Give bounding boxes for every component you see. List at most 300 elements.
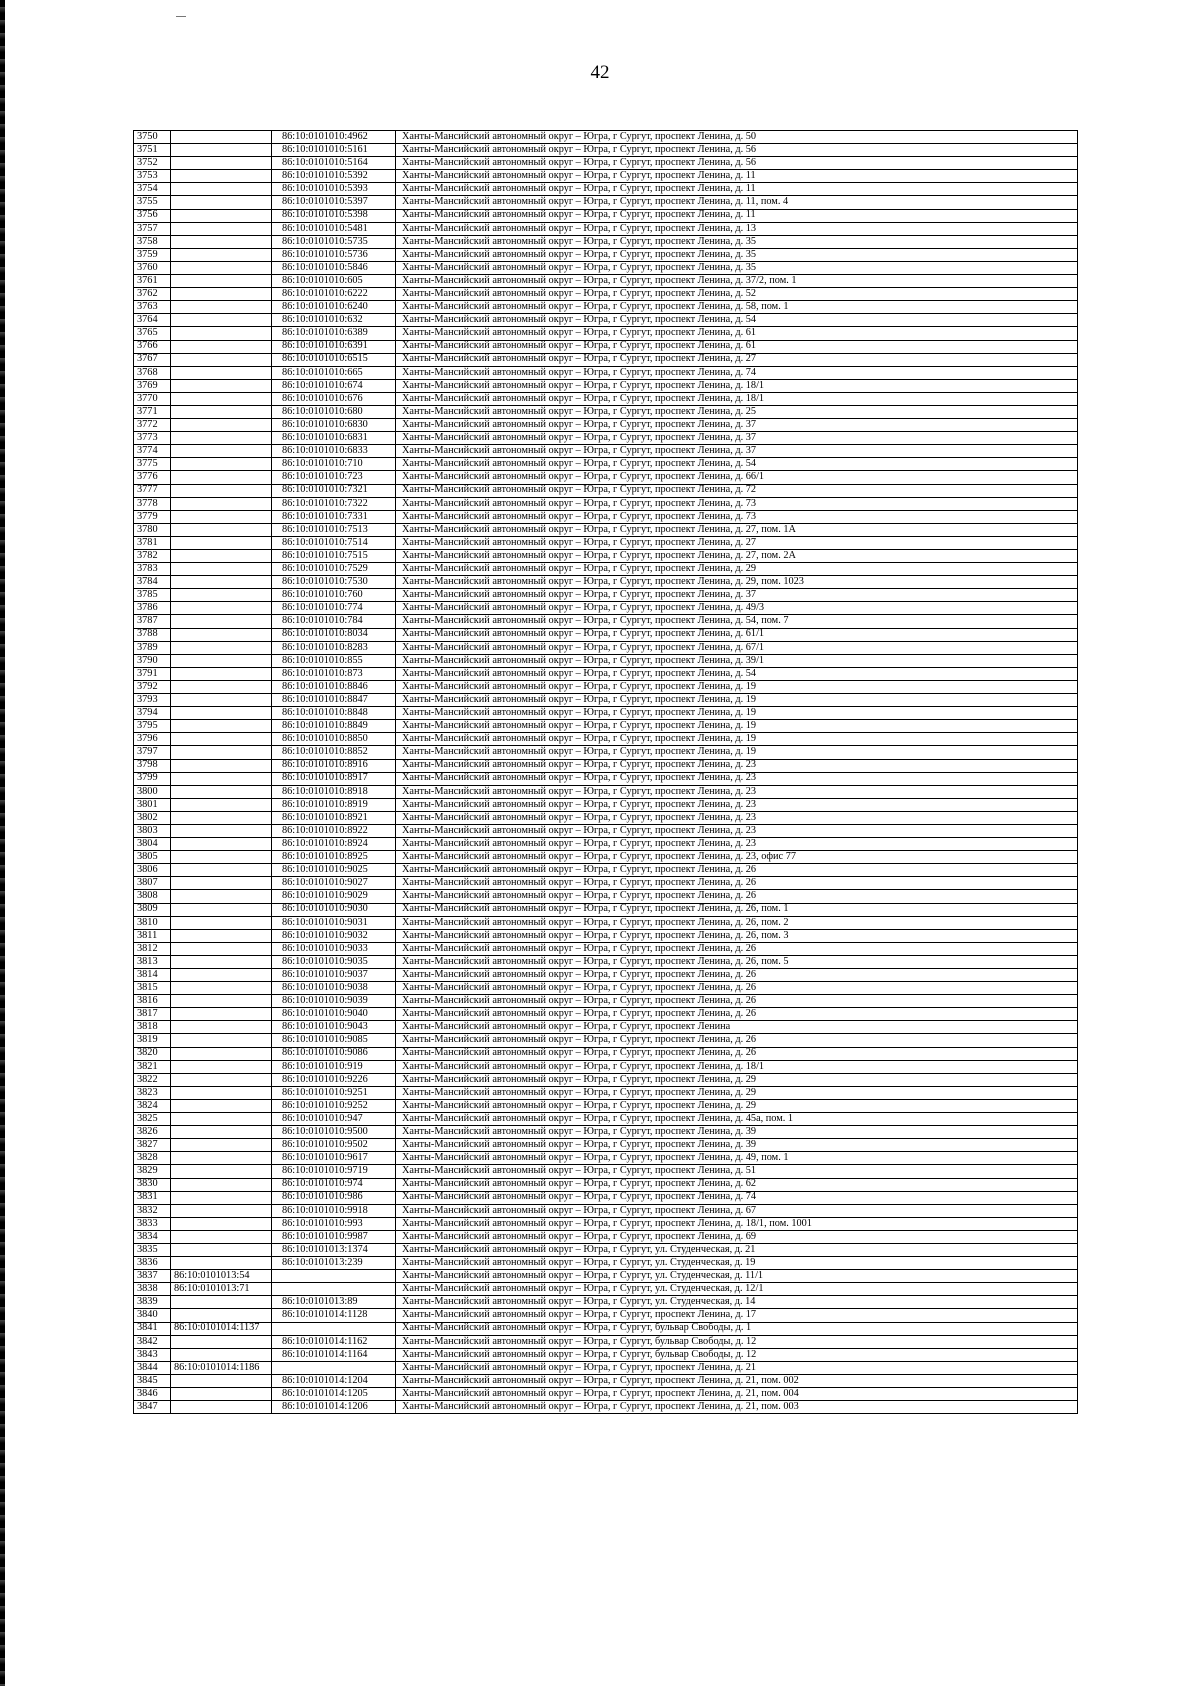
cadastral-number-cell: 86:10:0101014:1205 [272,1388,396,1401]
address-cell: Ханты-Мансийский автономный округ – Югра, г Сургут, проспект Ленина, д. 37 [396,445,1078,458]
cadastral-number-cell: 86:10:0101010:9617 [272,1152,396,1165]
cadastral-number-cell: 86:10:0101010:7529 [272,563,396,576]
previous-cadastral-number-cell [171,1230,272,1243]
previous-cadastral-number-cell [171,1257,272,1270]
table-row [134,1243,1078,1256]
table-row [134,641,1078,654]
previous-cadastral-number-cell [171,379,272,392]
row-number-cell: 3822 [134,1073,171,1086]
previous-cadastral-number-cell [171,366,272,379]
row-number-cell: 3751 [134,144,171,157]
cadastral-number-cell: 86:10:0101010:9040 [272,1008,396,1021]
previous-cadastral-number-cell [171,916,272,929]
cadastral-number-cell: 86:10:0101010:8916 [272,759,396,772]
table-row [134,982,1078,995]
table-row [134,877,1078,890]
scan-mark [176,16,186,17]
table-row [134,196,1078,209]
previous-cadastral-number-cell [171,772,272,785]
cadastral-number-cell: 86:10:0101010:784 [272,615,396,628]
address-cell: Ханты-Мансийский автономный округ – Югра, г Сургут, проспект Ленина, д. 27, пом. 1А [396,523,1078,536]
cadastral-number-cell: 86:10:0101010:9029 [272,890,396,903]
previous-cadastral-number-cell [171,1060,272,1073]
address-cell: Ханты-Мансийский автономный округ – Югра, г Сургут, проспект Ленина, д. 35 [396,261,1078,274]
table-row [134,419,1078,432]
row-number-cell: 3785 [134,589,171,602]
address-cell: Ханты-Мансийский автономный округ – Югра, г Сургут, проспект Ленина, д. 51 [396,1165,1078,1178]
address-cell: Ханты-Мансийский автономный округ – Югра, г Сургут, проспект Ленина, д. 67/1 [396,641,1078,654]
table-row [134,1322,1078,1335]
previous-cadastral-number-cell [171,497,272,510]
address-cell: Ханты-Мансийский автономный округ – Югра, г Сургут, проспект Ленина, д. 37 [396,432,1078,445]
previous-cadastral-number-cell [171,536,272,549]
row-number-cell: 3775 [134,458,171,471]
previous-cadastral-number-cell [171,144,272,157]
cadastral-number-cell: 86:10:0101010:5393 [272,183,396,196]
row-number-cell: 3811 [134,929,171,942]
previous-cadastral-number-cell [171,340,272,353]
cadastral-number-cell: 86:10:0101014:1206 [272,1401,396,1414]
previous-cadastral-number-cell [171,484,272,497]
row-number-cell: 3828 [134,1152,171,1165]
cadastral-number-cell: 86:10:0101010:6833 [272,445,396,458]
previous-cadastral-number-cell [171,1348,272,1361]
address-cell: Ханты-Мансийский автономный округ – Югра, г Сургут, проспект Ленина, д. 21 [396,1361,1078,1374]
cadastral-number-cell: 86:10:0101010:974 [272,1178,396,1191]
address-cell: Ханты-Мансийский автономный округ – Югра, г Сургут, проспект Ленина, д. 23 [396,838,1078,851]
row-number-cell: 3812 [134,942,171,955]
address-cell: Ханты-Мансийский автономный округ – Югра, г Сургут, проспект Ленина, д. 26 [396,864,1078,877]
address-cell: Ханты-Мансийский автономный округ – Югра, г Сургут, проспект Ленина, д. 39 [396,1139,1078,1152]
table-row [134,995,1078,1008]
address-cell: Ханты-Мансийский автономный округ – Югра, г Сургут, проспект Ленина, д. 26 [396,890,1078,903]
cadastral-number-cell: 86:10:0101010:993 [272,1217,396,1230]
table-row [134,694,1078,707]
table-row [134,131,1078,144]
address-cell: Ханты-Мансийский автономный округ – Югра, г Сургут, проспект Ленина, д. 27 [396,536,1078,549]
row-number-cell: 3780 [134,523,171,536]
row-number-cell: 3820 [134,1047,171,1060]
table-row [134,405,1078,418]
row-number-cell: 3805 [134,851,171,864]
address-cell: Ханты-Мансийский автономный округ – Югра, г Сургут, проспект Ленина, д. 11, пом. 4 [396,196,1078,209]
table-row [134,301,1078,314]
cadastral-number-cell: 86:10:0101014:1204 [272,1374,396,1387]
cadastral-number-cell: 86:10:0101010:8847 [272,694,396,707]
table-row [134,733,1078,746]
table-row [134,680,1078,693]
row-number-cell: 3816 [134,995,171,1008]
table-row [134,392,1078,405]
row-number-cell: 3757 [134,222,171,235]
previous-cadastral-number-cell [171,523,272,536]
address-cell: Ханты-Мансийский автономный округ – Югра, г Сургут, проспект Ленина, д. 25 [396,405,1078,418]
cadastral-number-cell: 86:10:0101010:9226 [272,1073,396,1086]
table-row [134,824,1078,837]
address-cell: Ханты-Мансийский автономный округ – Югра, г Сургут, проспект Ленина, д. 39/1 [396,654,1078,667]
row-number-cell: 3809 [134,903,171,916]
previous-cadastral-number-cell [171,314,272,327]
row-number-cell: 3770 [134,392,171,405]
table-row [134,798,1078,811]
address-cell: Ханты-Мансийский автономный округ – Югра, г Сургут, проспект Ленина, д. 69 [396,1230,1078,1243]
table-row [134,1060,1078,1073]
cadastral-number-cell: 86:10:0101010:680 [272,405,396,418]
table-row [134,327,1078,340]
address-cell: Ханты-Мансийский автономный округ – Югра, г Сургут, проспект Ленина, д. 26, пом. 5 [396,955,1078,968]
table-row [134,1230,1078,1243]
table-row [134,1139,1078,1152]
table-row [134,929,1078,942]
cadastral-number-cell: 86:10:0101010:5161 [272,144,396,157]
table-row [134,838,1078,851]
address-cell: Ханты-Мансийский автономный округ – Югра, г Сургут, проспект Ленина, д. 37/2, пом. 1 [396,275,1078,288]
row-number-cell: 3832 [134,1204,171,1217]
previous-cadastral-number-cell: 86:10:0101013:54 [171,1270,272,1283]
address-cell: Ханты-Мансийский автономный округ – Югра, г Сургут, проспект Ленина, д. 13 [396,222,1078,235]
address-cell: Ханты-Мансийский автономный округ – Югра, г Сургут, проспект Ленина, д. 26, пом. 3 [396,929,1078,942]
previous-cadastral-number-cell [171,851,272,864]
cadastral-number-cell: 86:10:0101014:1128 [272,1309,396,1322]
cadastral-number-cell: 86:10:0101010:6222 [272,288,396,301]
previous-cadastral-number-cell [171,183,272,196]
address-cell: Ханты-Мансийский автономный округ – Югра, г Сургут, проспект Ленина, д. 18/1 [396,379,1078,392]
table-row [134,1270,1078,1283]
previous-cadastral-number-cell [171,877,272,890]
previous-cadastral-number-cell [171,1401,272,1414]
address-cell: Ханты-Мансийский автономный округ – Югра, г Сургут, проспект Ленина, д. 26 [396,982,1078,995]
row-number-cell: 3792 [134,680,171,693]
cadastral-number-cell [272,1283,396,1296]
table-row [134,1348,1078,1361]
previous-cadastral-number-cell [171,288,272,301]
table-row [134,628,1078,641]
cadastral-number-cell: 86:10:0101010:873 [272,667,396,680]
table-row [134,942,1078,955]
row-number-cell: 3833 [134,1217,171,1230]
previous-cadastral-number-cell [171,275,272,288]
table-row [134,1361,1078,1374]
address-cell: Ханты-Мансийский автономный округ – Югра, г Сургут, проспект Ленина, д. 27, пом. 2А [396,550,1078,563]
cadastral-number-cell [272,1361,396,1374]
address-cell: Ханты-Мансийский автономный округ – Югра, г Сургут, проспект Ленина, д. 21, пом. 003 [396,1401,1078,1414]
cadastral-number-cell: 86:10:0101010:8848 [272,707,396,720]
table-row [134,275,1078,288]
row-number-cell: 3793 [134,694,171,707]
table-row [134,1165,1078,1178]
table-row [134,785,1078,798]
cadastral-number-cell: 86:10:0101013:89 [272,1296,396,1309]
previous-cadastral-number-cell [171,720,272,733]
address-cell: Ханты-Мансийский автономный округ – Югра, г Сургут, проспект Ленина, д. 23 [396,824,1078,837]
table-row [134,144,1078,157]
cadastral-number-cell: 86:10:0101010:5846 [272,261,396,274]
previous-cadastral-number-cell [171,1047,272,1060]
address-cell: Ханты-Мансийский автономный округ – Югра, г Сургут, проспект Ленина, д. 19 [396,733,1078,746]
cadastral-number-cell: 86:10:0101010:7322 [272,497,396,510]
row-number-cell: 3790 [134,654,171,667]
cadastral-number-cell: 86:10:0101010:9086 [272,1047,396,1060]
row-number-cell: 3750 [134,131,171,144]
table-row [134,209,1078,222]
cadastral-number-cell: 86:10:0101010:9719 [272,1165,396,1178]
address-cell: Ханты-Мансийский автономный округ – Югра, г Сургут, ул. Студенческая, д. 11/1 [396,1270,1078,1283]
row-number-cell: 3754 [134,183,171,196]
previous-cadastral-number-cell [171,746,272,759]
previous-cadastral-number-cell [171,811,272,824]
previous-cadastral-number-cell [171,903,272,916]
row-number-cell: 3796 [134,733,171,746]
address-cell: Ханты-Мансийский автономный округ – Югра, г Сургут, проспект Ленина, д. 54 [396,458,1078,471]
address-cell: Ханты-Мансийский автономный округ – Югра, г Сургут, бульвар Свободы, д. 1 [396,1322,1078,1335]
previous-cadastral-number-cell [171,353,272,366]
address-cell: Ханты-Мансийский автономный округ – Югра, г Сургут, проспект Ленина, д. 23 [396,759,1078,772]
table-row [134,589,1078,602]
row-number-cell: 3840 [134,1309,171,1322]
row-number-cell: 3784 [134,576,171,589]
cadastral-number-cell: 86:10:0101010:774 [272,602,396,615]
table-row [134,248,1078,261]
address-cell: Ханты-Мансийский автономный округ – Югра, г Сургут, проспект Ленина, д. 18/1 [396,1060,1078,1073]
address-cell: Ханты-Мансийский автономный округ – Югра, г Сургут, проспект Ленина, д. 26 [396,1008,1078,1021]
cadastral-number-cell: 86:10:0101010:8849 [272,720,396,733]
previous-cadastral-number-cell [171,1191,272,1204]
table-row [134,864,1078,877]
table-row [134,1126,1078,1139]
row-number-cell: 3817 [134,1008,171,1021]
table-row [134,432,1078,445]
cadastral-number-cell: 86:10:0101010:8846 [272,680,396,693]
row-number-cell: 3800 [134,785,171,798]
row-number-cell: 3804 [134,838,171,851]
previous-cadastral-number-cell [171,759,272,772]
previous-cadastral-number-cell [171,405,272,418]
previous-cadastral-number-cell [171,694,272,707]
cadastral-number-cell: 86:10:0101010:8852 [272,746,396,759]
cadastral-number-cell: 86:10:0101010:6391 [272,340,396,353]
row-number-cell: 3762 [134,288,171,301]
table-row [134,1113,1078,1126]
cadastral-number-cell: 86:10:0101010:7515 [272,550,396,563]
address-cell: Ханты-Мансийский автономный округ – Югра, г Сургут, проспект Ленина, д. 27 [396,353,1078,366]
row-number-cell: 3772 [134,419,171,432]
row-number-cell: 3789 [134,641,171,654]
row-number-cell: 3783 [134,563,171,576]
row-number-cell: 3795 [134,720,171,733]
table-row [134,903,1078,916]
table-row [134,1257,1078,1270]
table-row [134,1021,1078,1034]
address-cell: Ханты-Мансийский автономный округ – Югра, г Сургут, проспект Ленина, д. 23, офис 77 [396,851,1078,864]
previous-cadastral-number-cell [171,1021,272,1034]
row-number-cell: 3802 [134,811,171,824]
table-row [134,746,1078,759]
address-cell: Ханты-Мансийский автономный округ – Югра, г Сургут, проспект Ленина, д. 62 [396,1178,1078,1191]
previous-cadastral-number-cell [171,654,272,667]
previous-cadastral-number-cell [171,157,272,170]
row-number-cell: 3753 [134,170,171,183]
previous-cadastral-number-cell [171,798,272,811]
address-cell: Ханты-Мансийский автономный округ – Югра, г Сургут, проспект Ленина, д. 61/1 [396,628,1078,641]
address-cell: Ханты-Мансийский автономный округ – Югра, г Сургут, проспект Ленина, д. 19 [396,746,1078,759]
address-cell: Ханты-Мансийский автономный округ – Югра, г Сургут, проспект Ленина, д. 18/1 [396,392,1078,405]
previous-cadastral-number-cell [171,392,272,405]
table-row [134,851,1078,864]
address-cell: Ханты-Мансийский автономный округ – Югра, г Сургут, проспект Ленина, д. 23 [396,811,1078,824]
table-row [134,667,1078,680]
previous-cadastral-number-cell [171,1139,272,1152]
row-number-cell: 3769 [134,379,171,392]
cadastral-number-cell: 86:10:0101010:5735 [272,235,396,248]
table-row [134,183,1078,196]
table-row [134,235,1078,248]
address-cell: Ханты-Мансийский автономный округ – Югра, г Сургут, проспект Ленина, д. 19 [396,720,1078,733]
cadastral-number-cell: 86:10:0101010:8850 [272,733,396,746]
previous-cadastral-number-cell [171,1309,272,1322]
cadastral-number-cell: 86:10:0101010:6389 [272,327,396,340]
table-row [134,811,1078,824]
row-number-cell: 3836 [134,1257,171,1270]
address-cell: Ханты-Мансийский автономный округ – Югра, г Сургут, проспект Ленина, д. 29 [396,1099,1078,1112]
cadastral-number-cell: 86:10:0101010:855 [272,654,396,667]
row-number-cell: 3788 [134,628,171,641]
cadastral-number-cell: 86:10:0101010:919 [272,1060,396,1073]
previous-cadastral-number-cell [171,969,272,982]
cadastral-number-cell: 86:10:0101010:760 [272,589,396,602]
table-row [134,1296,1078,1309]
previous-cadastral-number-cell [171,209,272,222]
address-cell: Ханты-Мансийский автономный округ – Югра, г Сургут, проспект Ленина, д. 73 [396,497,1078,510]
previous-cadastral-number-cell [171,1296,272,1309]
cadastral-number-cell: 86:10:0101010:9037 [272,969,396,982]
previous-cadastral-number-cell [171,589,272,602]
cadastral-number-cell: 86:10:0101010:9032 [272,929,396,942]
address-cell: Ханты-Мансийский автономный округ – Югра, г Сургут, проспект Ленина, д. 35 [396,235,1078,248]
cadastral-number-cell: 86:10:0101010:5397 [272,196,396,209]
row-number-cell: 3779 [134,510,171,523]
address-cell: Ханты-Мансийский автономный округ – Югра, г Сургут, проспект Ленина, д. 23 [396,785,1078,798]
address-cell: Ханты-Мансийский автономный округ – Югра, г Сургут, проспект Ленина, д. 52 [396,288,1078,301]
table-row [134,1034,1078,1047]
row-number-cell: 3759 [134,248,171,261]
address-cell: Ханты-Мансийский автономный округ – Югра, г Сургут, ул. Студенческая, д. 19 [396,1257,1078,1270]
cadastral-number-cell: 86:10:0101010:9502 [272,1139,396,1152]
address-cell: Ханты-Мансийский автономный округ – Югра, г Сургут, проспект Ленина, д. 56 [396,157,1078,170]
row-number-cell: 3830 [134,1178,171,1191]
row-number-cell: 3794 [134,707,171,720]
address-cell: Ханты-Мансийский автономный округ – Югра, г Сургут, бульвар Свободы, д. 12 [396,1335,1078,1348]
cadastral-number-cell: 86:10:0101010:8919 [272,798,396,811]
table-row [134,1008,1078,1021]
previous-cadastral-number-cell [171,1008,272,1021]
row-number-cell: 3797 [134,746,171,759]
previous-cadastral-number-cell [171,733,272,746]
cadastral-number-cell: 86:10:0101010:8918 [272,785,396,798]
registry-table [133,130,1078,1414]
table-row [134,576,1078,589]
table-row [134,890,1078,903]
previous-cadastral-number-cell [171,1374,272,1387]
row-number-cell: 3831 [134,1191,171,1204]
address-cell: Ханты-Мансийский автономный округ – Югра, г Сургут, бульвар Свободы, д. 12 [396,1348,1078,1361]
table-row [134,445,1078,458]
address-cell: Ханты-Мансийский автономный округ – Югра, г Сургут, проспект Ленина, д. 56 [396,144,1078,157]
address-cell: Ханты-Мансийский автономный округ – Югра, г Сургут, проспект Ленина, д. 54, пом. 7 [396,615,1078,628]
row-number-cell: 3843 [134,1348,171,1361]
table-row [134,510,1078,523]
cadastral-number-cell [272,1322,396,1335]
address-cell: Ханты-Мансийский автономный округ – Югра, г Сургут, проспект Ленина, д. 73 [396,510,1078,523]
address-cell: Ханты-Мансийский автономный округ – Югра, г Сургут, проспект Ленина, д. 67 [396,1204,1078,1217]
table-row [134,340,1078,353]
previous-cadastral-number-cell [171,824,272,837]
address-cell: Ханты-Мансийский автономный округ – Югра, г Сургут, проспект Ленина, д. 29 [396,1073,1078,1086]
previous-cadastral-number-cell [171,131,272,144]
table-row [134,170,1078,183]
cadastral-number-cell: 86:10:0101010:6240 [272,301,396,314]
table-row [134,615,1078,628]
previous-cadastral-number-cell [171,1335,272,1348]
previous-cadastral-number-cell [171,1204,272,1217]
row-number-cell: 3844 [134,1361,171,1374]
row-number-cell: 3835 [134,1243,171,1256]
previous-cadastral-number-cell [171,510,272,523]
row-number-cell: 3774 [134,445,171,458]
row-number-cell: 3847 [134,1401,171,1414]
table-row [134,563,1078,576]
row-number-cell: 3764 [134,314,171,327]
cadastral-number-cell: 86:10:0101010:9251 [272,1086,396,1099]
row-number-cell: 3787 [134,615,171,628]
row-number-cell: 3837 [134,1270,171,1283]
previous-cadastral-number-cell [171,667,272,680]
cadastral-number-cell: 86:10:0101014:1164 [272,1348,396,1361]
row-number-cell: 3763 [134,301,171,314]
address-cell: Ханты-Мансийский автономный округ – Югра, г Сургут, проспект Ленина, д. 54 [396,667,1078,680]
registry-table-body [134,131,1078,1414]
row-number-cell: 3827 [134,1139,171,1152]
row-number-cell: 3761 [134,275,171,288]
table-row [134,1217,1078,1230]
cadastral-number-cell: 86:10:0101010:5392 [272,170,396,183]
address-cell: Ханты-Мансийский автономный округ – Югра, г Сургут, проспект Ленина, д. 37 [396,589,1078,602]
row-number-cell: 3773 [134,432,171,445]
previous-cadastral-number-cell [171,563,272,576]
previous-cadastral-number-cell [171,1086,272,1099]
row-number-cell: 3819 [134,1034,171,1047]
address-cell: Ханты-Мансийский автономный округ – Югра, г Сургут, проспект Ленина, д. 19 [396,680,1078,693]
previous-cadastral-number-cell [171,301,272,314]
cadastral-number-cell: 86:10:0101010:710 [272,458,396,471]
previous-cadastral-number-cell [171,864,272,877]
address-cell: Ханты-Мансийский автономный округ – Югра, г Сургут, проспект Ленина, д. 26 [396,995,1078,1008]
previous-cadastral-number-cell [171,955,272,968]
address-cell: Ханты-Мансийский автономный округ – Югра, г Сургут, проспект Ленина, д. 54 [396,314,1078,327]
previous-cadastral-number-cell [171,602,272,615]
table-row [134,1099,1078,1112]
address-cell: Ханты-Мансийский автономный округ – Югра, г Сургут, проспект Ленина, д. 29 [396,563,1078,576]
row-number-cell: 3813 [134,955,171,968]
address-cell: Ханты-Мансийский автономный округ – Югра, г Сургут, проспект Ленина, д. 21, пом. 002 [396,1374,1078,1387]
previous-cadastral-number-cell [171,196,272,209]
cadastral-number-cell: 86:10:0101013:1374 [272,1243,396,1256]
table-row [134,1073,1078,1086]
cadastral-number-cell: 86:10:0101010:6515 [272,353,396,366]
cadastral-number-cell: 86:10:0101010:674 [272,379,396,392]
address-cell: Ханты-Мансийский автономный округ – Югра, г Сургут, проспект Ленина, д. 49/3 [396,602,1078,615]
row-number-cell: 3839 [134,1296,171,1309]
address-cell: Ханты-Мансийский автономный округ – Югра, г Сургут, проспект Ленина, д. 23 [396,772,1078,785]
